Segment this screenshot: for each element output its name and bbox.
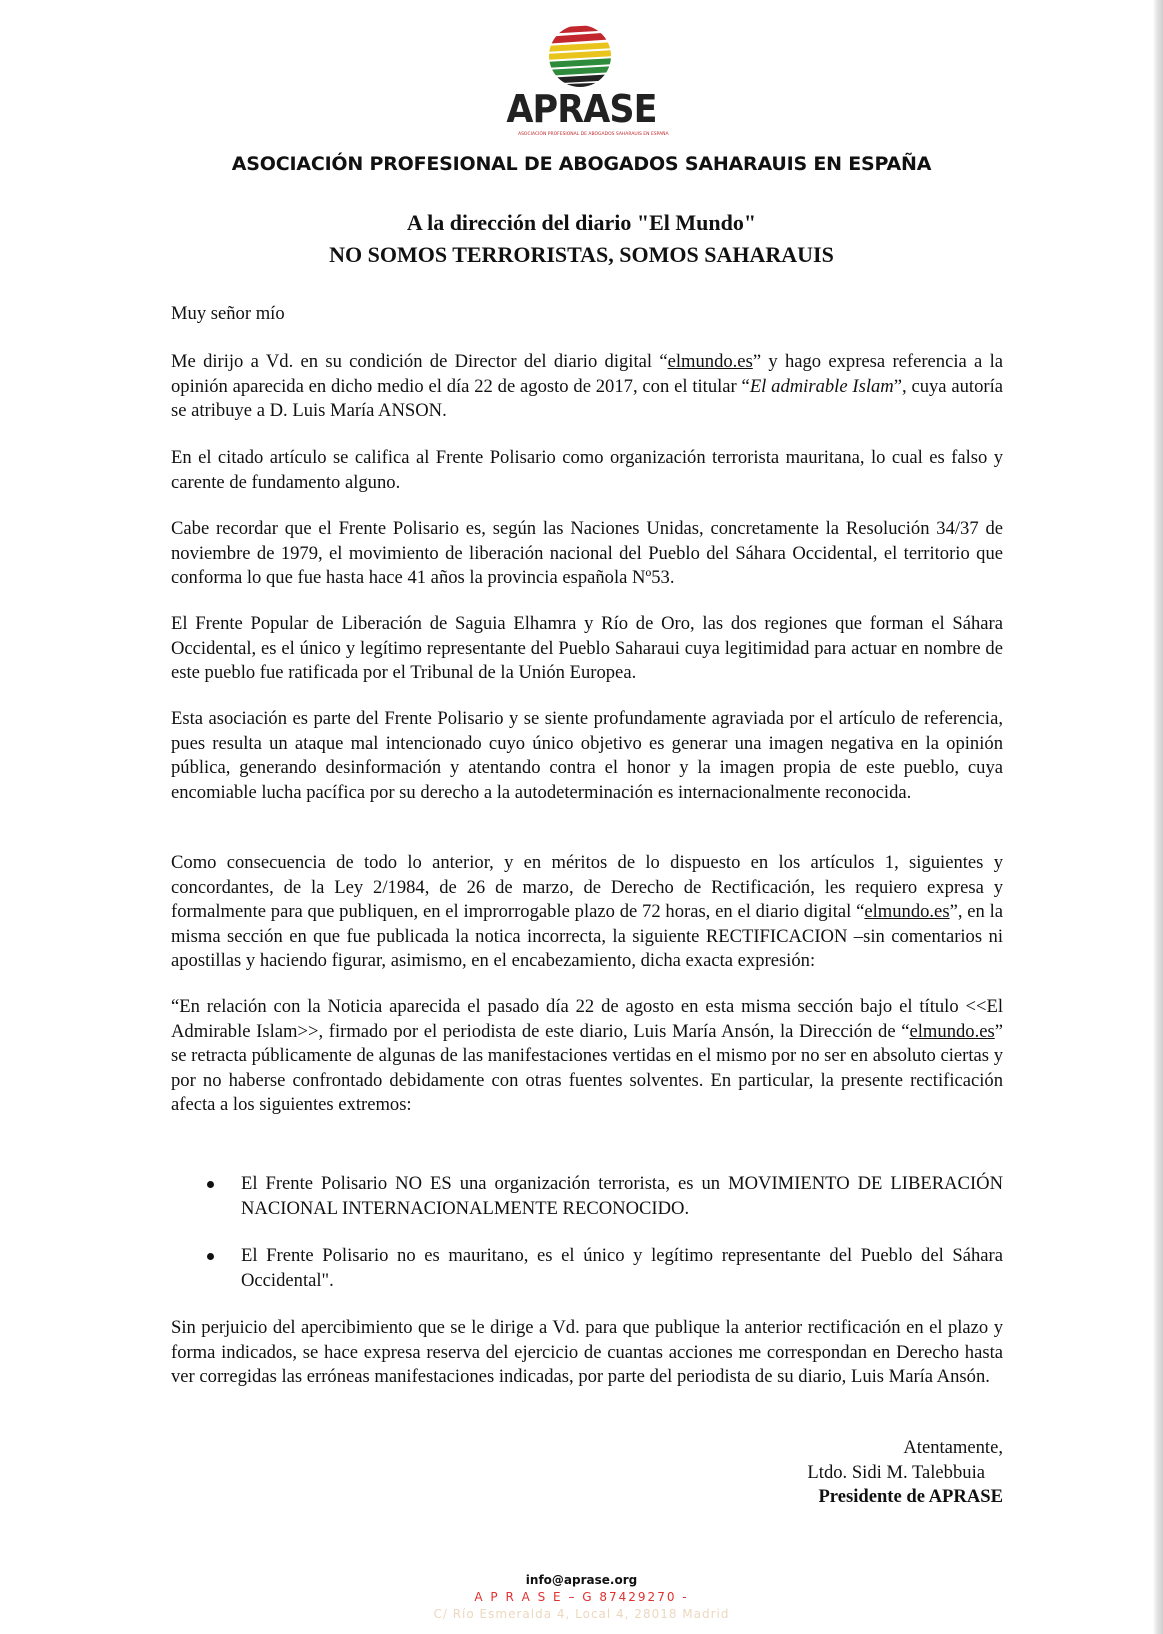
elmundo-link[interactable]: elmundo.es bbox=[864, 901, 950, 922]
letter-title-heading: NO SOMOS TERRORISTAS, SOMOS SAHARAUIS bbox=[329, 242, 834, 267]
paragraph-5: Esta asociación es parte del Frente Polisario y se siente profundamente agraviada por el artículo de referencia, pues resulta un ataque mal intencionado cuyo único objetivo es generar una imagen negativa en la opinión pública, generando desinformación y atentando contra el honor y la imagen propia de este pueblo, cuya encomiable lucha pacífica por su derecho a la autodeterminación es internacionalmente reconocida. bbox=[171, 708, 1003, 803]
paragraph-6: Como consecuencia de todo lo anterior, y en méritos de lo dispuesto en los artículos 1, siguientes y concordantes, de la Ley 2/1984, de 26 de marzo, de Derecho de Rectificación, les requiero expresa y formalmente para que publiquen, en el improrrogable plazo de 72 horas, en el diario digital “elmundo.es”, en la misma sección en que fue publicada la notica incorrecta, la siguiente RECTIFICACION –sin comentarios ni apostillas y haciendo figurar, asimismo, en el encabezamiento, dicha exacta expresión: bbox=[171, 852, 1003, 971]
paragraph-1: Me dirijo a Vd. en su condición de Director del diario digital “elmundo.es” y hago expresa referencia a la opinión aparecida en dicho medio el día 22 de agosto de 2017, con el titular “El admirable Islam”, cuya autoría se atribuye a D. Luis María ANSON. bbox=[171, 351, 1003, 421]
signer-role: Presidente de APRASE bbox=[818, 1486, 1003, 1507]
bullet-icon bbox=[207, 1253, 214, 1260]
bullet-icon bbox=[207, 1181, 214, 1188]
letter-addressee-heading: A la dirección del diario "El Mundo" bbox=[406, 210, 757, 235]
footer-email[interactable]: info@aprase.org bbox=[525, 1573, 638, 1587]
paragraph-8: Sin perjuicio del apercibimiento que se le dirige a Vd. para que publique la anterior rectificación en el plazo y forma indicados, se hace expresa reserva del ejercicio de cuantas acciones me correspondan en Derecho hasta ver corregidas las erróneas manifestaciones indicadas, por parte del periodista de su diario, Luis María Ansón. bbox=[171, 1317, 1003, 1387]
footer-address: C/ Río Esmeralda 4, Local 4, 28018 Madrid bbox=[433, 1607, 730, 1621]
aprase-logo bbox=[500, 24, 669, 144]
closing-block bbox=[807, 1436, 1003, 1510]
logo-globe-icon bbox=[544, 24, 616, 88]
logo-subtitle: ASOCIACIÓN PROFESIONAL DE ABOGADOS SAHARAUIS EN ESPAÑA bbox=[518, 132, 669, 137]
paragraph-7-rectification: “En relación con la Noticia aparecida el pasado día 22 de agosto en esta misma sección bajo el título <<El Admirable Islam>>, firmado por el periodista de este diario, Luis María Ansón, la Dirección de “elmundo.es” se retracta públicamente de algunas de las manifestaciones vertidas en el mismo por no ser en absoluto ciertas y por no haberse confrontado debidamente con otras fuentes solventes. En particular, la presente rectificación afecta a los siguientes extremos: bbox=[171, 996, 1003, 1115]
organization-name: ASOCIACIÓN PROFESIONAL DE ABOGADOS SAHARAUIS EN ESPAÑA bbox=[231, 153, 932, 175]
list-item: El Frente Polisario NO ES una organización terrorista, es un MOVIMIENTO DE LIBERACIÓN NACIONAL INTERNACIONALMENTE RECONOCIDO. bbox=[207, 1172, 1003, 1221]
paragraph-2: En el citado artículo se califica al Frente Polisario como organización terrorista mauritana, lo cual es falso y carente de fundamento alguno. bbox=[171, 447, 1003, 493]
footer-registry: A P R A S E – G 87429270 - bbox=[474, 1590, 689, 1604]
rectification-list bbox=[207, 1172, 1003, 1221]
article-title: El admirable Islam bbox=[749, 375, 894, 397]
elmundo-link[interactable]: elmundo.es bbox=[667, 351, 753, 372]
elmundo-link[interactable]: elmundo.es bbox=[909, 1020, 995, 1042]
rectification-list bbox=[207, 1244, 1003, 1293]
salutation: Muy señor mío bbox=[171, 303, 285, 324]
paragraph-4: El Frente Popular de Liberación de Saguia Elhamra y Río de Oro, las dos regiones que forman el Sáhara Occidental, es el único y legítimo representante del Pueblo Saharaui cuya legitimidad para actuar en nombre de este pueblo fue ratificada por el Tribunal de la Unión Europea. bbox=[171, 613, 1003, 683]
signer-name: Ltdo. Sidi M. Talebbuia bbox=[807, 1461, 985, 1483]
logo-wordmark: APRASE bbox=[506, 87, 657, 131]
closing-regards: Atentamente, bbox=[903, 1437, 1003, 1458]
list-item: El Frente Polisario no es mauritano, es el único y legítimo representante del Pueblo del Sáhara Occidental". bbox=[207, 1244, 1003, 1293]
paragraph-3: Cabe recordar que el Frente Polisario es, según las Naciones Unidas, concretamente la Resolución 34/37 de noviembre de 1979, el movimiento de liberación nacional del Pueblo del Sáhara Occidental, el territorio que conforma lo que fue hasta hace 41 años la provincia española Nº53. bbox=[171, 518, 1003, 588]
